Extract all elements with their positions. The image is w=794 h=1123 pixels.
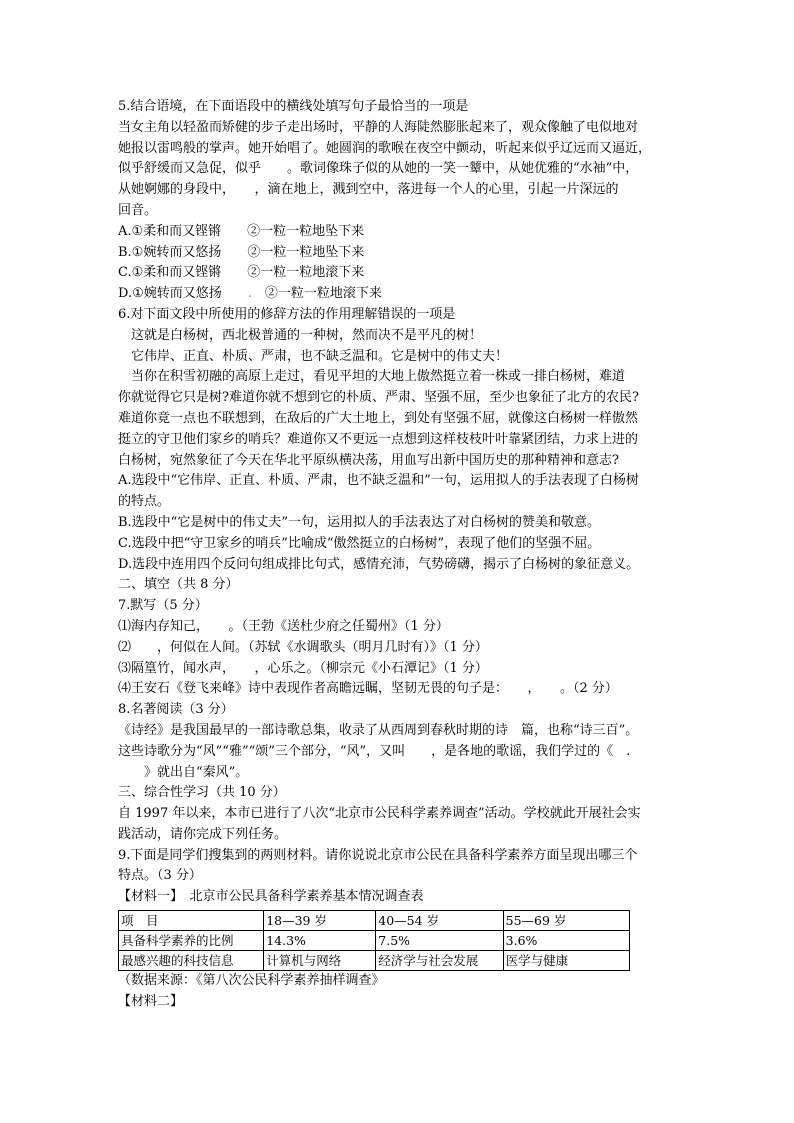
- data-source: （数据来源：《第八次公民科学素养抽样调查》: [118, 973, 385, 989]
- q5-passage-line: 回音。: [118, 202, 158, 218]
- table-cell: 3.6%: [503, 931, 629, 951]
- q5-option-a: A.①柔和而又铿锵 ②一粒一粒地坠下来: [118, 223, 365, 239]
- q6-passage-line: 挺立的守卫他们家乡的哨兵？难道你又不更远一点想到这样枝枝叶叶靠紧团结，力求上进的: [118, 431, 639, 447]
- section3-title: 三、综合性学习（共 10 分）: [118, 785, 286, 801]
- q9-stem: 特点。（3 分）: [118, 868, 202, 884]
- q8-line: 这些诗歌分为“风”“雅”“颂”三个部分，“风”，又叫 ，是各地的歌谣，我们学过的《 .: [118, 743, 631, 759]
- q6-passage-line: 你就觉得它只是树?难道你就不想到它的朴质、严肃、坚强不屈，至少也象征了北方的农民?: [118, 390, 639, 406]
- q6-passage-line: 白杨树，宛然象征了今天在华北平原纵横决荡，用血写出新中国历史的那种精神和意志?: [118, 452, 619, 468]
- q6-option-d: D.选段中连用四个反问句组成排比句式，感情充沛，气势磅礴，揭示了白杨树的象征意义。: [118, 556, 640, 572]
- q6-option-b: B.选段中“它是树中的伟丈夫”一句，运用拟人的手法表达了对白杨树的赞美和敬意。: [118, 514, 600, 530]
- q5-option-b: B.①婉转而又悠扬 ②一粒一粒地坠下来: [118, 244, 365, 260]
- table-header-cell: 40—54 岁: [376, 911, 503, 931]
- q5-option-d-left: D.①婉转而又悠扬: [118, 286, 222, 302]
- table-cell: 医学与健康: [503, 951, 629, 971]
- material1-title: 【材料一】 北京市公民具备科学素养基本情况调查表: [118, 889, 424, 905]
- material2-title: 【材料二】: [118, 993, 184, 1009]
- table-cell: 经济学与社会发展: [376, 951, 503, 971]
- q9-stem: 9.下面是同学们搜集到的两则材料。请你说说北京市公民在具备科学素养方面呈现出哪三个: [118, 847, 638, 863]
- q6-passage-line: 这就是白杨树，西北极普通的一种树，然而决不是平凡的树！: [131, 327, 483, 343]
- table-cell: 最感兴趣的科技信息: [119, 951, 264, 971]
- table-cell: 具备科学素养的比例: [119, 931, 264, 951]
- table-header-cell: 18—39 岁: [264, 911, 376, 931]
- q8-title: 8.名著阅读（3 分）: [118, 702, 234, 718]
- table-row: [119, 931, 630, 951]
- section3-intro: 自 1997 年以来，本市已进行了八次“北京市公民科学素养调查”活动。学校就此开展社会实: [118, 806, 641, 822]
- section3-intro: 践活动，请你完成下列任务。: [118, 826, 288, 842]
- stray-mark: .: [247, 286, 252, 302]
- q8-line: 《诗经》是我国最早的一部诗歌总集，收录了从西周到春秋时期的诗 篇，也称“诗三百”。: [118, 722, 639, 738]
- q6-stem: 6.对下面文段中所使用的修辞方法的作用理解错误的一项是: [118, 306, 456, 322]
- table-cell: 7.5%: [376, 931, 503, 951]
- table-row: [119, 951, 630, 971]
- exam-page: [118, 97, 678, 1013]
- q5-option-d-right: ②一粒一粒地滚下来: [264, 286, 382, 302]
- q6-option-a: A.选段中“它伟岸、正直、朴质、严肃，也不缺乏温和”一句，运用拟人的手法表现了白杨树: [118, 473, 639, 489]
- q6-passage-line: 当你在积雪初融的高原上走过，看见平坦的大地上傲然挺立着一株或一排白杨树，难道: [131, 369, 626, 385]
- q6-option-c: C.选段中把“守卫家乡的哨兵”比喻成“傲然挺立的白杨树”，表现了他们的坚强不屈。: [118, 535, 601, 551]
- q7-item: ⑶隔篁竹，闻水声， ，心乐之。（柳宗元《小石潭记》（1 分）: [118, 660, 488, 676]
- q5-passage-line: 似乎舒缓而又急促，似乎 。歌词像珠子似的从她的一笑一颦中，从她优雅的“水袖”中，: [118, 161, 639, 177]
- q7-item: ⑵ ，何似在人间。（苏轼《水调歌头（明月几时有）》（1 分）: [118, 639, 488, 655]
- q5-option-d: [118, 284, 678, 305]
- table-header-cell: 55—69 岁: [503, 911, 629, 931]
- q7-item: ⑷王安石《登飞来峰》诗中表现作者高瞻远瞩，坚韧无畏的句子是： ， 。（2 分）: [118, 681, 618, 697]
- q6-passage-line: 难道你竟一点也不联想到，在敌后的广大土地上，到处有坚强不屈，就像这白杨树一样傲然: [118, 410, 639, 426]
- table-cell: 计算机与网络: [264, 951, 376, 971]
- q8-line: 》就出自“秦风”。: [118, 764, 249, 780]
- q5-option-c: C.①柔和而又铿锵 ②一粒一粒地滚下来: [118, 265, 365, 281]
- table-cell: 14.3%: [264, 931, 376, 951]
- q5-passage-line: 从她婀娜的身段中， ，滴在地上，溅到空中，落进每一个人的心里，引起一片深远的: [118, 182, 619, 198]
- table-header-cell: 项 目: [119, 911, 264, 931]
- section2-title: 二、填空（共 8 分）: [118, 577, 239, 593]
- q6-option-a-cont: 的特点。: [118, 494, 171, 510]
- table-header-row: [119, 911, 630, 931]
- q7-item: ⑴海内存知己， 。（王勃《送杜少府之任蜀州》（1 分）: [118, 618, 449, 634]
- q6-passage-line: 它伟岸、正直、朴质、严肃，也不缺乏温和。它是树中的伟丈夫！: [131, 348, 509, 364]
- q5-stem: 5.结合语境，在下面语段中的横线处填写句子最恰当的一项是: [118, 99, 469, 114]
- survey-table: [118, 910, 630, 971]
- q5-passage-line: 当女主角以轻盈而矫健的步子走出场时，平静的人海陡然膨胀起来了，观众像触了电似地对: [118, 119, 639, 135]
- q7-title: 7.默写（5 分）: [118, 598, 208, 614]
- q5-passage-line: 她报以雷鸣般的掌声。她开始唱了。她圆润的歌喉在夜空中颤动，听起来似乎辽远而又逼近，: [118, 140, 652, 156]
